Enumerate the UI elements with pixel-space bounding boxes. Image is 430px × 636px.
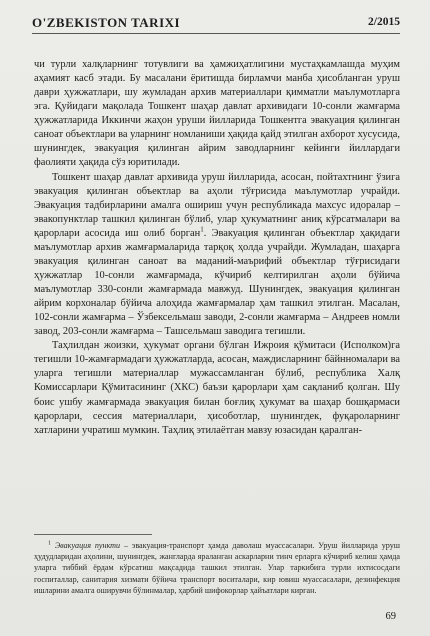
paragraph-2-start: Тошкент шаҳар давлат архивида уруш йилларида, асосан, пойтахтнинг ўзига эвакуация қилинган объектлар ва аҳоли тўғрисида маълумотлар учрайди. Эвакуация тадбирларини амалга ошириш учун республикада махсус идоралар – эвакопунктлар ташкил қилинган бўлиб, улар ҳукуматнинг аниқ кўрсатмалари ва қарорлари асосида иш олиб борган xyxy=(34,171,400,239)
running-header xyxy=(32,13,400,35)
header-rule xyxy=(32,33,400,34)
footnote-reference[interactable]: 1 xyxy=(200,225,204,234)
footnote-number: 1 xyxy=(48,540,51,547)
footnote-text: – эвакуация-транспорт ҳамда даволаш муассасалари. Уруш йилларида уруш ҳудудларидан аҳолини, шунингдек, жангларда яраланган аскарларни тинч ерларга кўчириб келиш ҳамда уларга тиббий ёрдам кўрсатиш мақсадида ташкил этилган. Улар таркибига турли ихтисосдаги госпиталлар, санитария хизмати бўйича транспорт воситалари, кир ювиш муассасалари, дезинфекция ишларини амалга оширувчи бўлинмалар, ҳарбий шифокорлар ҳайъатлари кирган. xyxy=(34,541,400,595)
paragraph-1: чи турли халқларнинг тотувлиги ва ҳамжиҳатлигини мустаҳкамлашда муҳим аҳамият касб этади. Бу масалани ёритишда бирламчи манба ҳисобланган уруш даври ҳужжатлари, шу жумладан архив материаллари қимматли маълумотларга эга. Қуйидаги мақолада Тошкент шаҳар давлат архивидаги 10-сонли жамғарма ҳужжатларида Иккинчи жаҳон уруши йилларида Тошкентга эвакуация қилинган саноат объектлари ва уларнинг номланиши ҳақида қайд этилган ахборот хусусида, шунингдек, эвакуация қилинган айрим заводларнинг кейинги йиллардаги фаолияти ҳақида сўз юритилади. xyxy=(34,59,401,169)
issue-number: 2/2015 xyxy=(368,16,400,28)
footnote-divider xyxy=(34,534,152,535)
journal-title: O'ZBEKISTON TARIXI xyxy=(32,15,181,30)
paragraph-2-end: . Эвакуация қилинган объектлар ҳақидаги маълумотлар архив жамғармаларида тарқоқ ҳолда учрайди. Жумладан, шаҳарга эвакуация қилинган саноат ва маданий-маърифий объектлар тўғрисидаги ҳужжатлар 10-сонли жамғармада, кўчириб келтирилган аҳоли бўйича маълумотлар 330-сонли жамғармада мавжуд. Шунингдек, эвакуация қилинган айрим корхоналар бўйича алоҳида жамғармалар ҳам ташкил этилган. Масалан, 102-сонли жамғарма – Ўзбексельмаш заводи, 2-сонли жамғарма – Андреев номли завод, 203-сонли жамғарма – Ташсельмаш заводига тегишли. xyxy=(34,227,400,338)
paragraph-2 xyxy=(34,171,400,340)
paragraph-3: Таҳлилдан жоизки, ҳукумат органи бўлган Ижроия қўмитаси (Исполком)га тегишли 10-жамғармадаги ҳужжатларда, асосан, маждисларнинг бäйнномалари ва уларга тегишли материаллар мужассамланган бўлиб, республика Халқ Комиссарлари Қўмитасининг (ХКС) баъзи қарорлари ҳам сақланиб қолган. Шу боис ушбу жамғармада эвакуация билан боғлиқ ҳукумат ва шаҳар бошқармаси қарорлари, сессия материаллари, ҳисоботлар, шунингдек, фуқароларнинг хатларини учратиш мумкин. Таҳлиқ этилаётган мавзу юзасидан қаралган- xyxy=(34,340,400,436)
footnote xyxy=(34,540,400,596)
page-number: 69 xyxy=(385,611,396,622)
article-body xyxy=(34,58,400,438)
footnote-term: Эвакуация пункти xyxy=(54,541,121,550)
